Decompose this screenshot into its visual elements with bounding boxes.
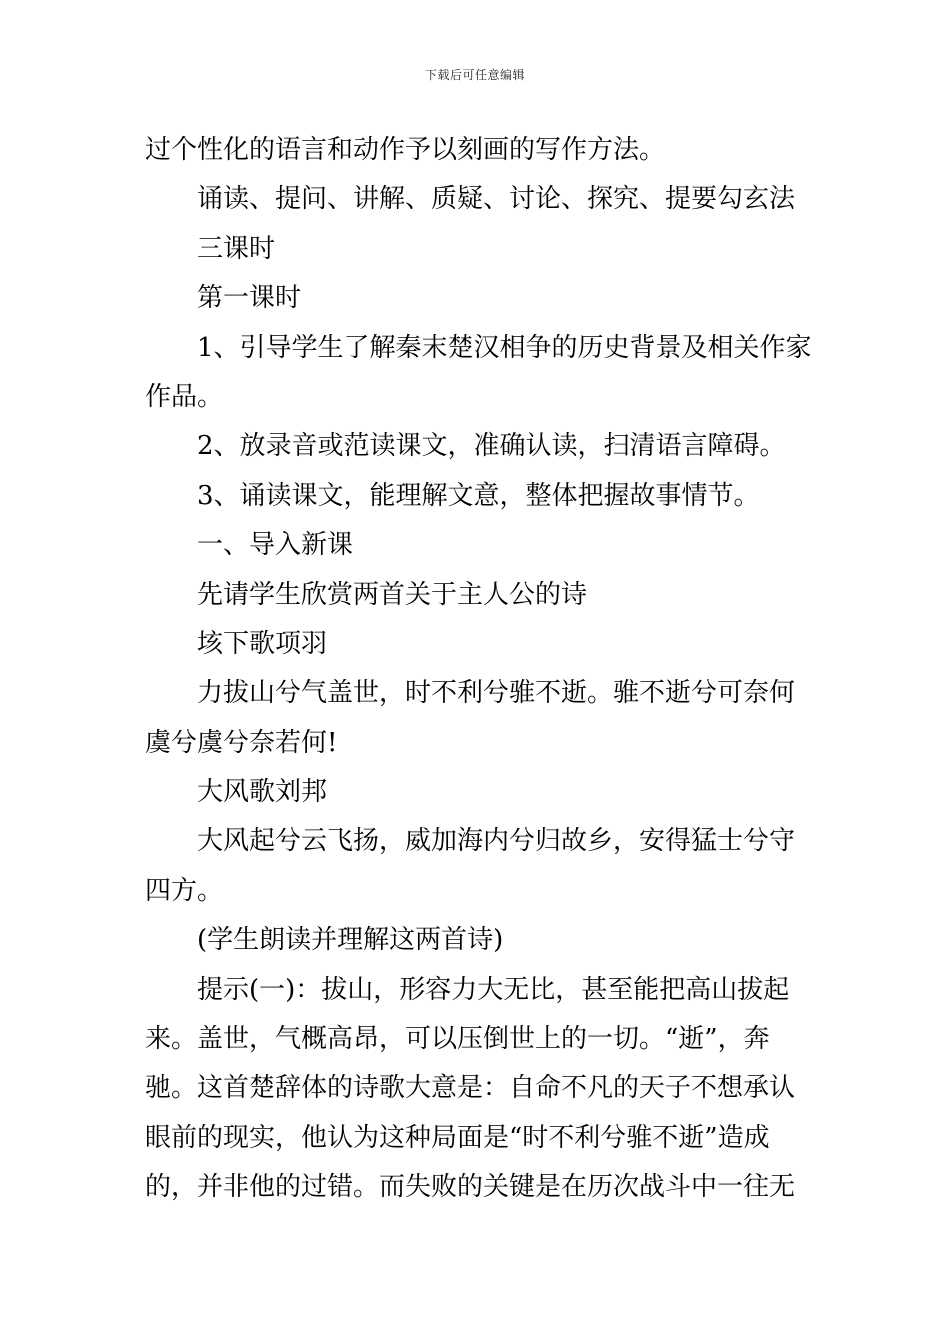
text-line: 大风歌刘邦: [197, 777, 328, 808]
text-line: 诵读、提问、讲解、质疑、讨论、探究、提要勾玄法: [197, 184, 796, 215]
text-line: 提示(一)：拔山，形容力大无比，甚至能把高山拔起: [197, 974, 790, 1005]
text-line: 第一课时: [197, 283, 302, 314]
text-line: 垓下歌项羽: [197, 628, 328, 659]
text-line: 来。盖世，气概高昂，可以压倒世上的一切。“逝”，奔: [145, 1024, 770, 1055]
page-header: 下载后可任意编辑: [424, 68, 525, 82]
text-line: 过个性化的语言和动作予以刻画的写作方法。: [145, 135, 666, 165]
text-line: 眼前的现实，他认为这种局面是“时不利兮骓不逝”造成: [145, 1122, 770, 1153]
text-line: 四方。: [145, 875, 224, 906]
text-line: 大风起兮云飞扬，威加海内兮归故乡，安得猛士兮守: [197, 826, 796, 857]
text-line: 一、导入新课: [197, 530, 354, 561]
text-line: 作品。: [145, 381, 224, 412]
text-line: 1、引导学生了解秦末楚汉相争的历史背景及相关作家: [197, 332, 812, 363]
text-line: 先请学生欣赏两首关于主人公的诗: [197, 579, 588, 610]
text-line: 的，并非他的过错。而失败的关键是在历次战斗中一往无: [145, 1172, 796, 1203]
text-line: (学生朗读并理解这两首诗): [197, 925, 504, 956]
text-line: 驰。这首楚辞体的诗歌大意是：自命不凡的天子不想承认: [145, 1073, 796, 1104]
text-line: 3、诵读课文，能理解文意，整体把握故事情节。: [197, 480, 760, 511]
text-line: 虞兮虞兮奈若何!: [145, 727, 338, 758]
text-line: 三课时: [197, 233, 276, 264]
text-line: 力拔山兮气盖世，时不利兮骓不逝。骓不逝兮可奈何: [197, 678, 796, 709]
text-line: 2、放录音或范读课文，准确认读，扫清语言障碍。: [197, 431, 786, 462]
document-body: [145, 126, 812, 1213]
